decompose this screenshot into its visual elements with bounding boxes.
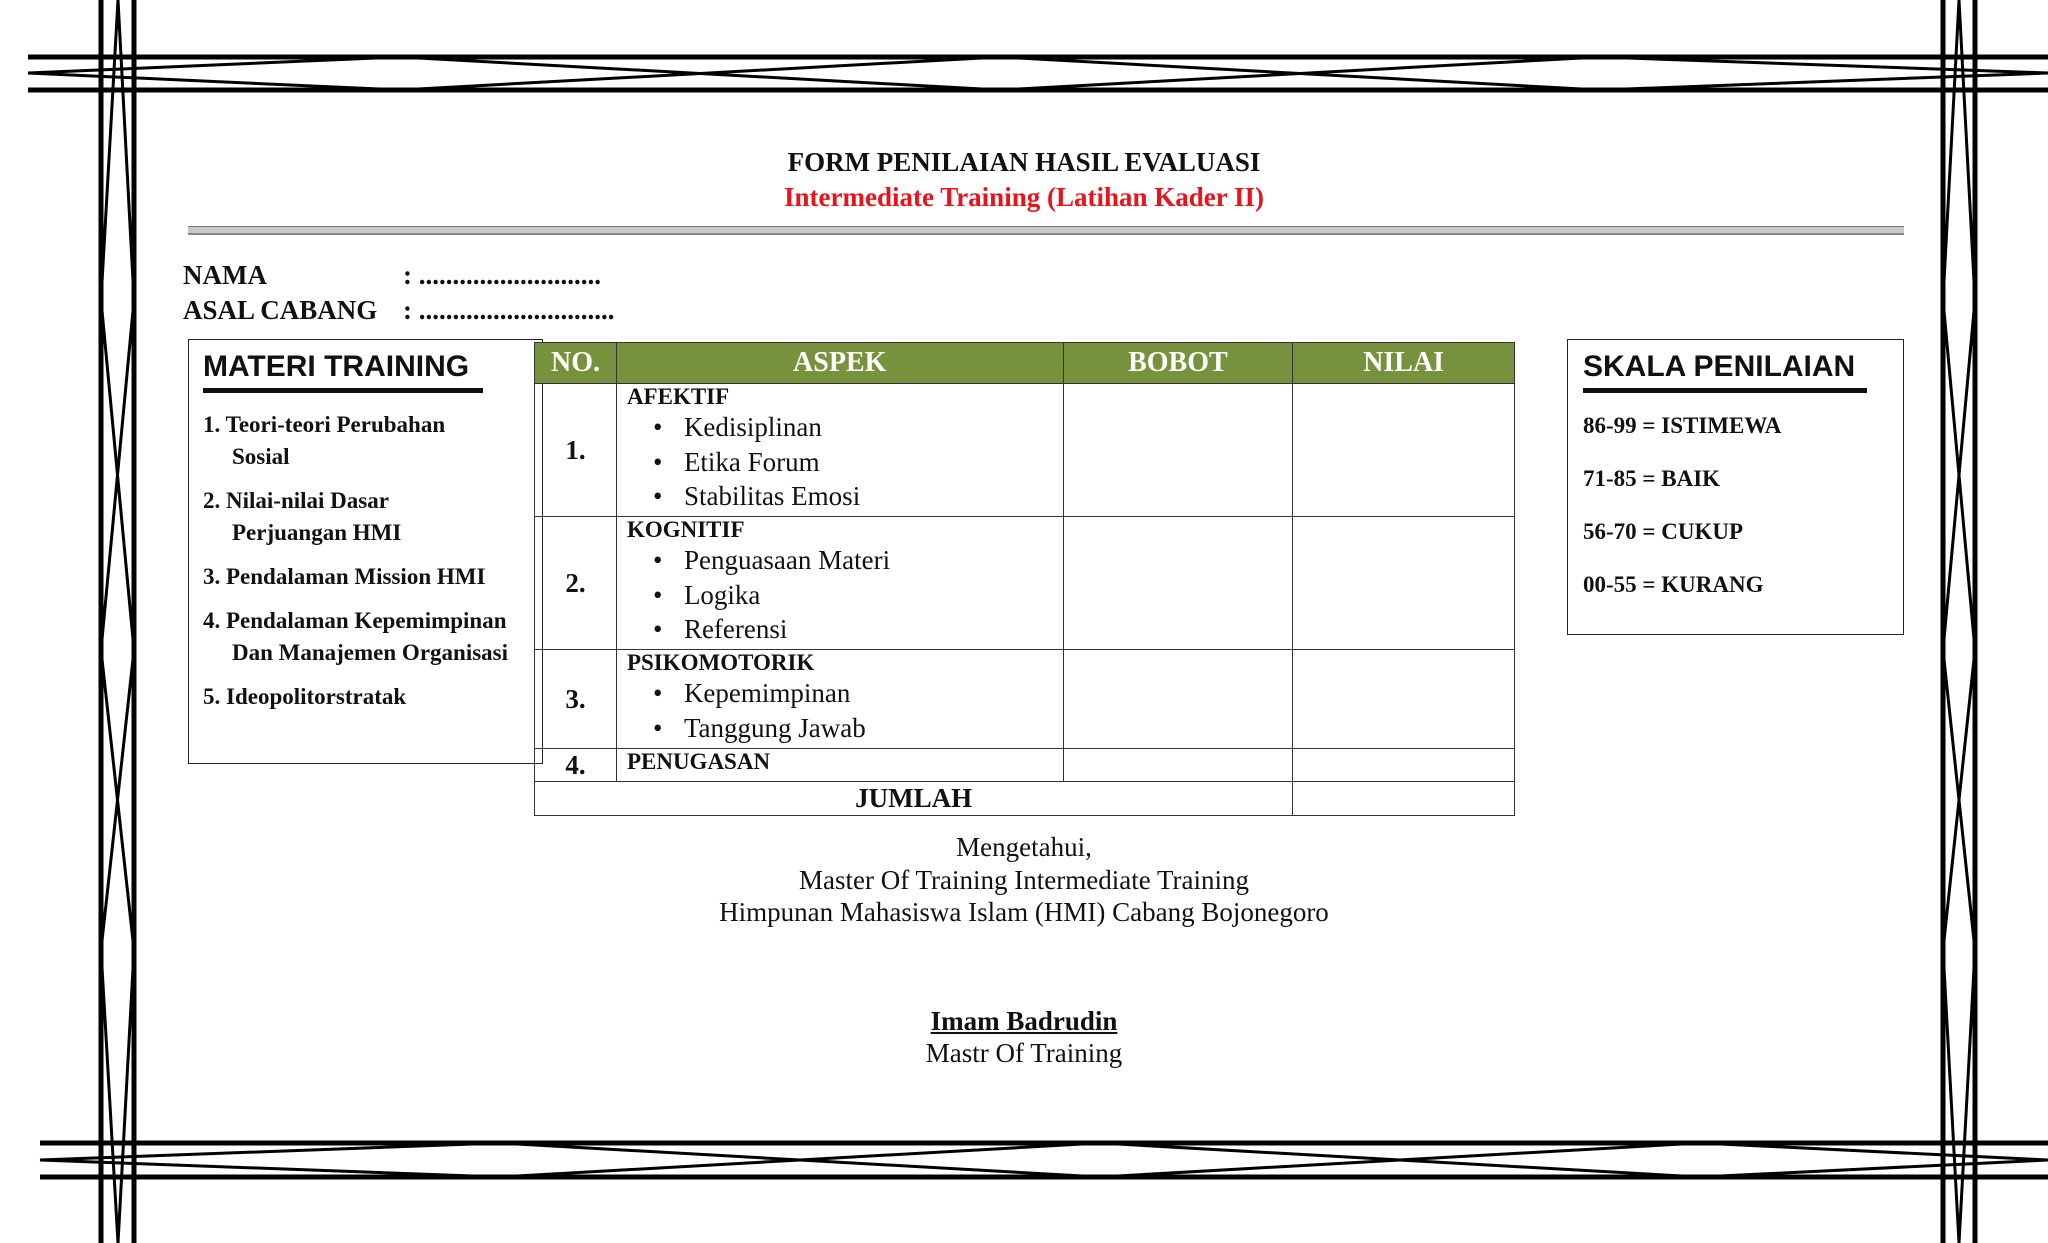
asal-cabang-value[interactable]: : ............................. [403,295,615,325]
bobot-cell[interactable] [1063,749,1293,782]
aspek-cell [616,749,1063,782]
aspek-cell [616,517,1063,650]
materi-heading-underline [203,388,483,393]
total-nilai-cell[interactable] [1293,782,1515,816]
header-divider [188,226,1904,235]
bobot-cell[interactable] [1063,517,1293,650]
form-subtitle: Intermediate Training (Latihan Kader II) [783,182,1264,212]
row-number: 3. [535,650,617,749]
header-nilai: NILAI [1293,343,1515,384]
aspek-category: PSIKOMOTORIK [626,650,815,675]
header-aspek: ASPEK [616,343,1063,384]
materi-training-box [188,339,543,764]
nama-value[interactable]: : ........................... [403,260,601,290]
aspek-item: • Penguasaan Materi [627,543,1063,578]
header-no: NO. [535,343,617,384]
table-header-row [535,343,1515,384]
materi-item: 2. Nilai-nilai Dasar Perjuangan HMI [203,488,402,545]
total-row [535,782,1515,816]
footer-position: Master Of Training Intermediate Training [799,865,1249,895]
aspek-item: • Tanggung Jawab [627,711,1063,746]
aspek-cell [616,650,1063,749]
aspek-item: • Etika Forum [627,445,1063,480]
aspek-item: • Kepemimpinan [627,676,1063,711]
aspek-category: AFEKTIF [626,384,730,409]
bobot-cell[interactable] [1063,384,1293,517]
materi-item: 5. Ideopolitorstratak [203,684,407,709]
mengetahui-text: Mengetahui, [956,832,1092,862]
signer-name: Imam Badrudin [930,1006,1118,1036]
skala-list [1583,413,1888,625]
nilai-cell[interactable] [1293,650,1515,749]
nilai-cell[interactable] [1293,749,1515,782]
skala-penilaian-box [1567,339,1904,635]
skala-item: 56-70 = CUKUP [1583,519,1744,544]
aspek-category: KOGNITIF [626,517,745,542]
nama-field [183,260,601,291]
asal-cabang-field [183,295,615,326]
materi-item: 1. Teori-teori Perubahan Sosial [203,412,446,469]
signer-wrapper [0,1005,2048,1038]
footer-organization: Himpunan Mahasiswa Islam (HMI) Cabang Bojonegoro [719,897,1329,927]
nilai-cell[interactable] [1293,384,1515,517]
aspek-items [627,410,1063,514]
aspek-items [627,543,1063,647]
materi-item: 4. Pendalaman Kepemimpinan Dan Manajemen Organisasi [203,608,508,665]
aspek-item: • Logika [627,578,1063,613]
aspek-item: • Kedisiplinan [627,410,1063,445]
bobot-cell[interactable] [1063,650,1293,749]
signer-title: Mastr Of Training [925,1038,1123,1068]
row-number: 4. [535,749,617,782]
aspek-items [627,676,1063,745]
form-title: FORM PENILAIAN HASIL EVALUASI [787,147,1261,177]
total-label: JUMLAH [535,782,1293,816]
aspek-cell [616,384,1063,517]
table-row [535,749,1515,782]
nama-label: NAMA [183,260,267,290]
materi-list [203,409,528,713]
row-number: 1. [535,384,617,517]
aspek-item: • Referensi [627,612,1063,647]
evaluation-table [534,342,1515,816]
aspek-item: • Stabilitas Emosi [627,479,1063,514]
row-number: 2. [535,517,617,650]
skala-item: 00-55 = KURANG [1583,572,1764,597]
table-row [535,517,1515,650]
materi-heading: MATERI TRAINING [203,350,470,383]
nilai-cell[interactable] [1293,517,1515,650]
header-bobot: BOBOT [1063,343,1293,384]
table-row [535,650,1515,749]
asal-cabang-label: ASAL CABANG [183,295,378,325]
skala-heading-underline [1583,388,1867,393]
skala-heading: SKALA PENILAIAN [1583,350,1856,383]
skala-item: 86-99 = ISTIMEWA [1583,413,1782,438]
table-row [535,384,1515,517]
materi-item: 3. Pendalaman Mission HMI [203,564,486,589]
aspek-category: PENUGASAN [626,749,771,774]
skala-item: 71-85 = BAIK [1583,466,1721,491]
